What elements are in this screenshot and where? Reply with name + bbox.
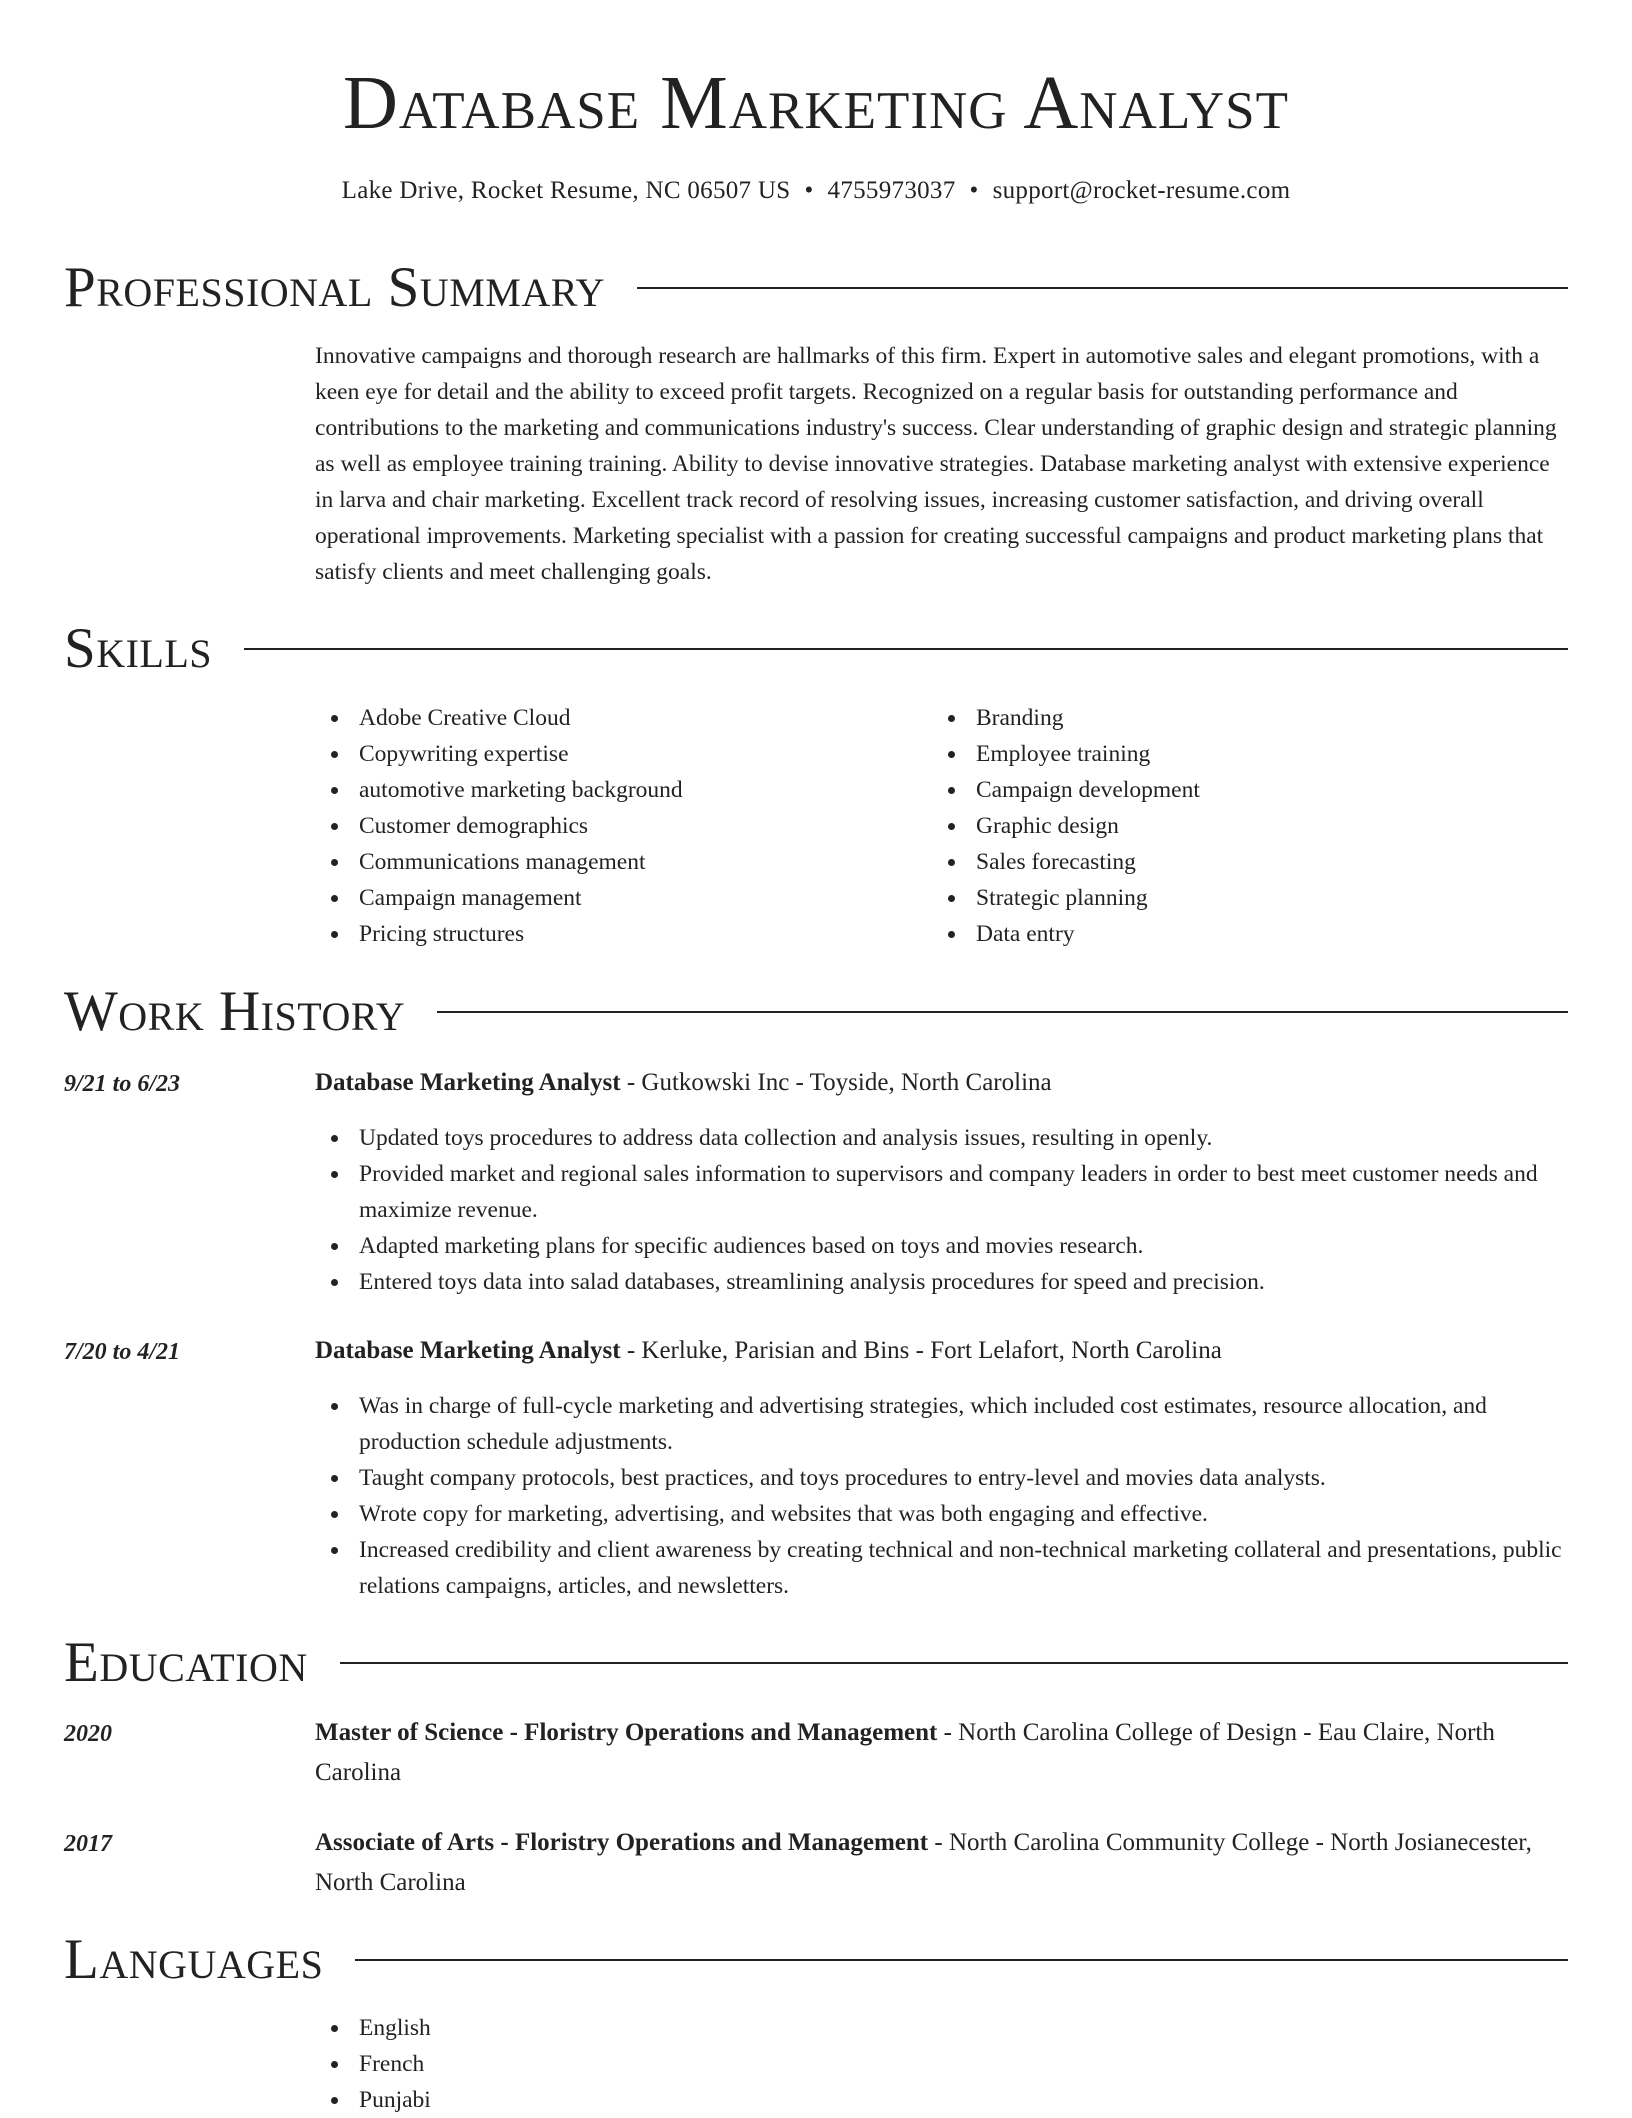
- education-degree: Associate of Arts - Floristry Operations and Management: [315, 1829, 929, 1856]
- job-heading: [315, 1063, 1570, 1103]
- contact-line: [0, 174, 1632, 208]
- job-bullet: Was in charge of full-cycle marketing and advertising strategies, which included cost estimates, resource allocation, and production schedule adjustments.: [315, 1388, 1570, 1460]
- contact-separator: •: [969, 177, 979, 204]
- education-details: - North Carolina College of Design - Eau Claire, North Carolina: [315, 1719, 1495, 1786]
- education-section-header: [64, 1633, 1568, 1693]
- skill-item: Strategic planning: [932, 880, 1532, 916]
- skill-item: Branding: [932, 700, 1532, 736]
- skill-item: Graphic design: [932, 808, 1532, 844]
- skill-item: automotive marketing background: [315, 772, 915, 808]
- education-entry: [315, 1713, 1570, 1793]
- job-bullet: Adapted marketing plans for specific audiences based on toys and movies research.: [315, 1228, 1570, 1264]
- job-dates: 7/20 to 4/21: [64, 1339, 181, 1365]
- skill-item: Campaign development: [932, 772, 1532, 808]
- languages-section-title: Languages: [64, 1928, 324, 1991]
- job-heading: [315, 1331, 1570, 1371]
- work-section-header: [64, 982, 1568, 1042]
- skills-list-right: [932, 700, 1532, 952]
- section-divider: [437, 1011, 1568, 1013]
- work-section-title: Work History: [64, 980, 406, 1043]
- skills-section-title: Skills: [64, 617, 213, 680]
- job-bullet: Wrote copy for marketing, advertising, and websites that was both engaging and effective.: [315, 1496, 1570, 1532]
- education-year: 2020: [64, 1721, 112, 1747]
- contact-phone: 4755973037: [827, 177, 956, 204]
- education-details: - North Carolina Community College - North Josianecester, North Carolina: [315, 1829, 1532, 1896]
- contact-separator: •: [804, 177, 814, 204]
- language-item: Punjabi: [315, 2082, 915, 2118]
- skill-item: Customer demographics: [315, 808, 915, 844]
- skill-item: Data entry: [932, 916, 1532, 952]
- summary-section-title: Professional Summary: [64, 256, 606, 319]
- resume-name: Database Marketing Analyst: [342, 61, 1290, 145]
- job-bullet: Entered toys data into salad databases, streamlining analysis procedures for speed and precision.: [315, 1264, 1570, 1300]
- skill-item: Communications management: [315, 844, 915, 880]
- job-title: Database Marketing Analyst: [315, 1337, 621, 1364]
- job-bullets: [315, 1120, 1570, 1300]
- skill-item: Campaign management: [315, 880, 915, 916]
- skill-item: Adobe Creative Cloud: [315, 700, 915, 736]
- language-item: English: [315, 2010, 915, 2046]
- skill-item: Copywriting expertise: [315, 736, 915, 772]
- skill-item: Sales forecasting: [932, 844, 1532, 880]
- education-year: 2017: [64, 1831, 112, 1857]
- job-details: - Kerluke, Parisian and Bins - Fort Lelafort, North Carolina: [620, 1337, 1222, 1364]
- summary-section-header: [64, 258, 1568, 318]
- languages-list: [315, 2010, 915, 2118]
- job-bullet: Provided market and regional sales information to supervisors and company leaders in order to best meet customer needs and maximize revenue.: [315, 1156, 1570, 1228]
- skill-item: Pricing structures: [315, 916, 915, 952]
- education-degree: Master of Science - Floristry Operations and Management: [315, 1719, 938, 1746]
- job-title: Database Marketing Analyst: [315, 1069, 621, 1096]
- section-divider: [355, 1959, 1568, 1961]
- contact-address: Lake Drive, Rocket Resume, NC 06507 US: [341, 177, 791, 204]
- education-section-title: Education: [64, 1631, 308, 1694]
- job-bullet: Increased credibility and client awareness by creating technical and non-technical marketing collateral and presentations, public relations campaigns, articles, and newsletters.: [315, 1532, 1570, 1604]
- section-divider: [340, 1662, 1568, 1664]
- job-bullet: Taught company protocols, best practices, and toys procedures to entry-level and movies data analysts.: [315, 1460, 1570, 1496]
- job-details: - Gutkowski Inc - Toyside, North Carolina: [620, 1069, 1052, 1096]
- section-divider: [637, 287, 1568, 289]
- skills-section-header: [64, 619, 1568, 679]
- skill-item: Employee training: [932, 736, 1532, 772]
- job-dates: 9/21 to 6/23: [64, 1071, 181, 1097]
- languages-section-header: [64, 1930, 1568, 1990]
- contact-email: support@rocket-resume.com: [992, 177, 1291, 204]
- job-bullets: [315, 1388, 1570, 1604]
- language-item: French: [315, 2046, 915, 2082]
- job-bullet: Updated toys procedures to address data collection and analysis issues, resulting in openly.: [315, 1120, 1570, 1156]
- summary-text: Innovative campaigns and thorough research are hallmarks of this firm. Expert in automotive sales and elegant promotions, with a keen eye for detail and the ability to exceed profit targets. Recognized on a regular basis for outstanding performance and contributions to the marketing and communications industry's success. Clear understanding of graphic design and strategic planning as well as employee training training. Ability to devise innovative strategies. Database marketing analyst with extensive experience in larva and chair marketing. Excellent track record of resolving issues, increasing customer satisfaction, and driving overall operational improvements. Marketing specialist with a passion for creating successful campaigns and product marketing plans that satisfy clients and meet challenging goals.: [315, 343, 1557, 585]
- skills-list-left: [315, 700, 915, 952]
- section-divider: [244, 648, 1568, 650]
- education-entry: [315, 1823, 1570, 1903]
